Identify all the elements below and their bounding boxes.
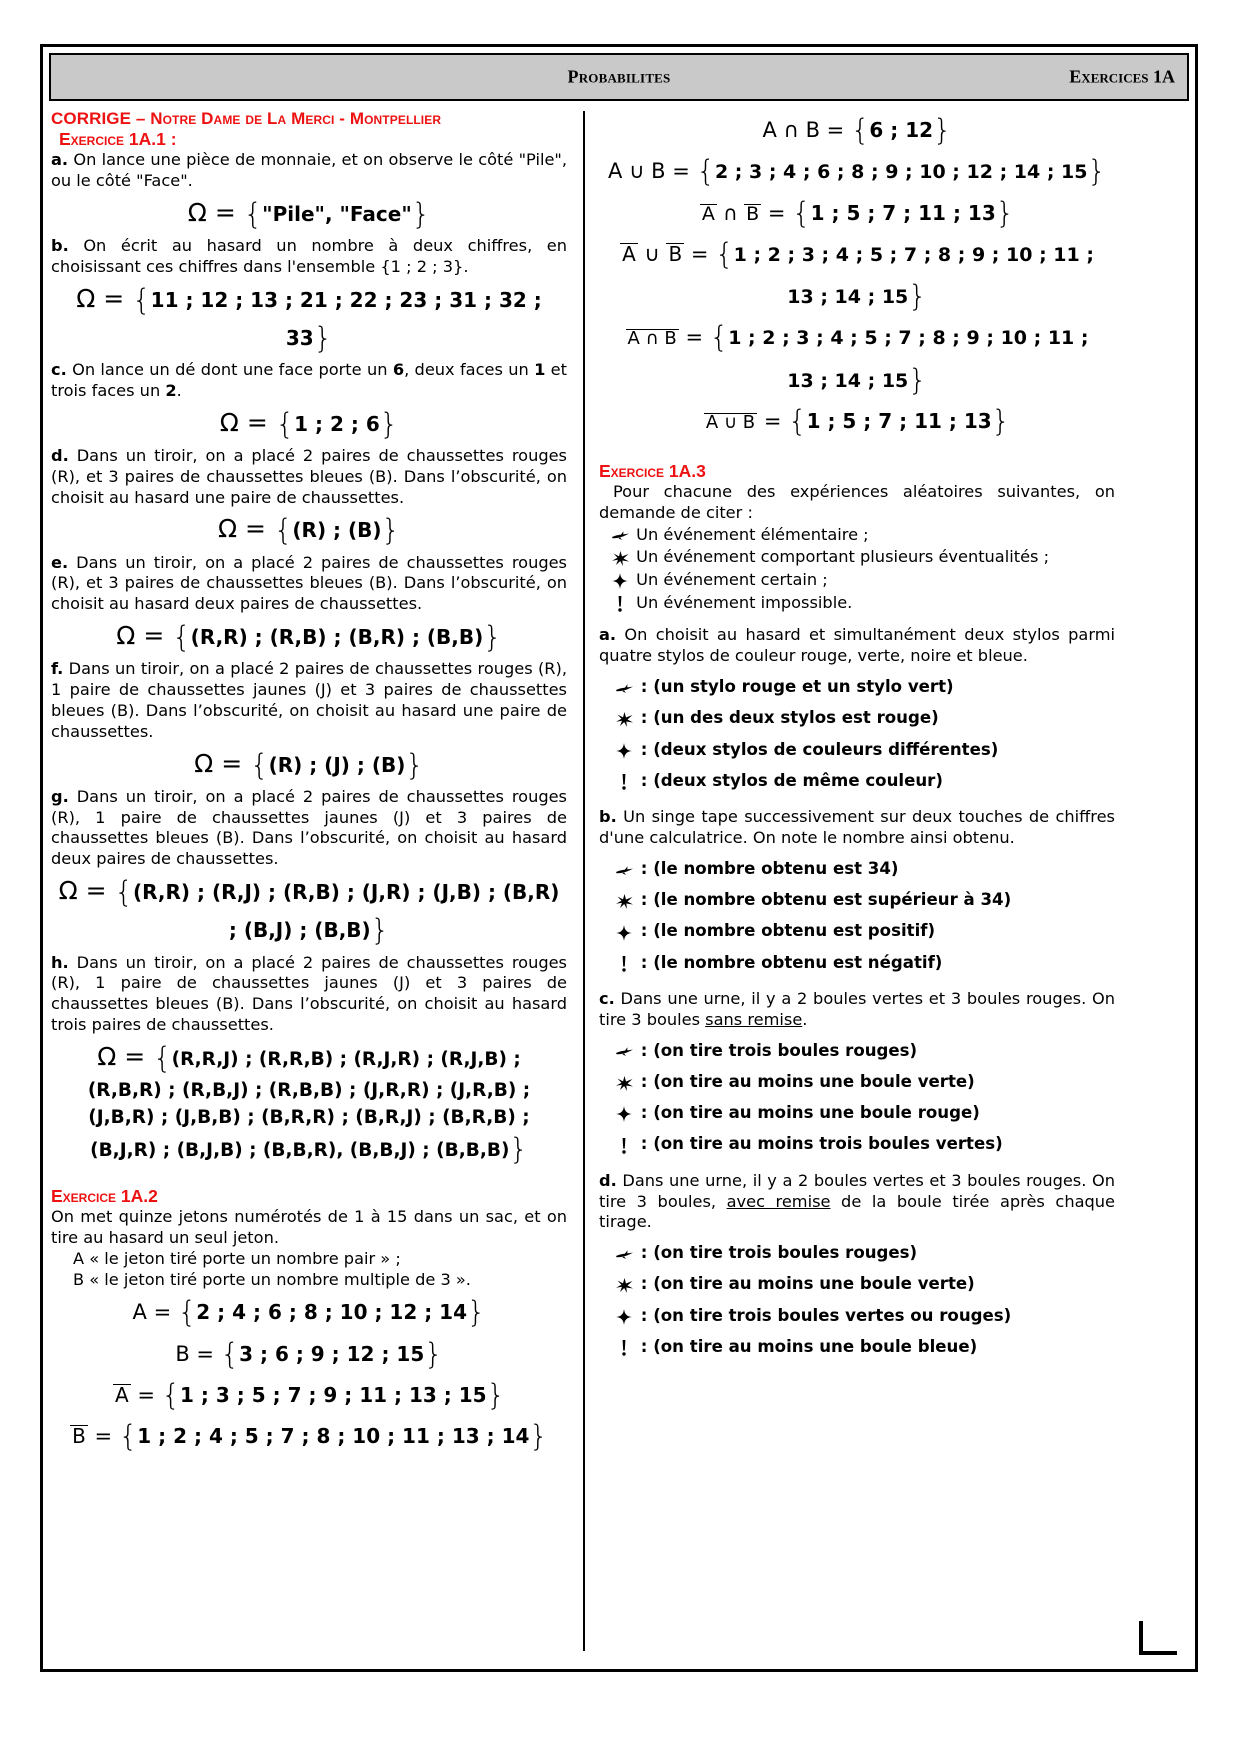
- set-a-complement: A = {1 ; 3 ; 5 ; 7 ; 9 ; 11 ; 13 ; 15}: [114, 1378, 506, 1413]
- question-c-text-2: , deux faces un: [404, 360, 535, 380]
- question-3c: [599, 989, 1115, 1031]
- bar-a-inter-b-body-2: 13 ; 14 ; 15: [787, 369, 909, 392]
- answer-h-body-4: (B,J,R) ; (B,J,B) ; (B,B,R), (B,B,J) ; (B,B,B): [90, 1139, 510, 1161]
- abar-union-bbar-op: ∪: [637, 241, 667, 266]
- label-f: f.: [51, 659, 64, 679]
- page-title: Probabilites: [567, 66, 671, 87]
- answer-c-set: Ω = {1 ; 2 ; 6}: [219, 406, 399, 441]
- question-g-text: Dans un tiroir, on a placé 2 paires de chaussettes rouges (R), 1 paire de chaussettes jaunes (J) et 3 paires de chaussettes bleues (B). Dans l’obscurité, on choisit au hasard deux paires de chaussettes.: [51, 786, 567, 869]
- bar-a-union-b: A ∪ B = {1 ; 5 ; 7 ; 11 ; 13}: [705, 403, 1011, 438]
- question-h-text: Dans un tiroir, on a placé 2 paires de chaussettes rouges (R), 1 paire de chaussettes jaunes (J) et 3 paires de chaussettes bleues (B). Dans l’obscurité, on choisit au hasard trois paires de chaussettes.: [51, 952, 567, 1035]
- abar-inter-bbar-body: 1 ; 5 ; 7 ; 11 ; 13: [810, 200, 996, 225]
- answer-item-label: : (le nombre obtenu est supérieur à 34): [640, 890, 1012, 910]
- answer-d-body: (R) ; (B): [292, 518, 382, 543]
- a-union-b: A ∪ B = {2 ; 3 ; 4 ; 6 ; 8 ; 9 ; 10 ; 12 ; 14 ; 15}: [608, 154, 1106, 189]
- event-a-definition: A « le jeton tiré porte un nombre pair » ;: [73, 1248, 401, 1268]
- legend-item-label: Un événement impossible.: [636, 592, 853, 612]
- abar-union-bbar-line2: 13 ; 14 ; 15}: [787, 279, 927, 314]
- legend-item: [599, 524, 1115, 547]
- answer-item-label: : (on tire trois boules rouges): [640, 1243, 918, 1263]
- exclamation-glyph: [613, 1337, 635, 1359]
- set-b-body: 3 ; 6 ; 9 ; 12 ; 15: [239, 1341, 425, 1366]
- set-b-lhs: B =: [175, 1341, 221, 1366]
- question-c: [51, 360, 567, 402]
- legend-item: [599, 592, 1115, 615]
- label-d: d.: [51, 445, 69, 465]
- answer-item-label: : (un stylo rouge et un stylo vert): [640, 677, 954, 697]
- question-3b-text: Un singe tape successivement sur deux touches de chiffres d'une calculatrice. On note le nombre ainsi obtenu.: [599, 807, 1115, 847]
- exclamation-glyph: [613, 1134, 635, 1156]
- bar-a-inter-b-body-1: 1 ; 2 ; 3 ; 4 ; 5 ; 7 ; 8 ; 9 ; 10 ; 11 ;: [728, 327, 1089, 350]
- legend-item: [599, 569, 1115, 592]
- answer-h-body-3: (J,B,R) ; (J,B,B) ; (B,R,R) ; (B,R,J) ; (B,R,B) ;: [88, 1106, 530, 1128]
- two-column-body: [51, 109, 1191, 1657]
- exercise-1a1-heading: Exercice 1A.1 :: [59, 129, 177, 149]
- bar-a-union-b-body: 1 ; 5 ; 7 ; 11 ; 13: [806, 408, 992, 433]
- star-glyph: [613, 739, 635, 761]
- abar-union-bbar-a: A: [622, 241, 636, 266]
- answer-item: [599, 739, 1115, 761]
- set-b: B = {3 ; 6 ; 9 ; 12 ; 15}: [175, 1336, 443, 1371]
- abar-inter-bbar-b: B: [746, 202, 760, 225]
- answer-f-body: (R) ; (J) ; (B): [268, 752, 406, 777]
- question-3a: [599, 625, 1115, 667]
- event-b-definition: B « le jeton tiré porte un nombre multiple de 3 ».: [73, 1269, 471, 1289]
- bar-a-inter-b-lhs: A ∩ B: [627, 328, 677, 350]
- set-a-complement-lhs: A: [114, 1383, 129, 1408]
- document-page: [40, 44, 1198, 1672]
- star-glyph: [609, 569, 631, 591]
- answer-c-body: 1 ; 2 ; 6: [294, 411, 380, 436]
- label-e: e.: [51, 552, 69, 572]
- question-b: [51, 236, 567, 278]
- bird-glyph: [609, 524, 631, 546]
- answer-e-set: Ω = {(R,R) ; (R,B) ; (B,R) ; (B,B)}: [116, 620, 502, 655]
- legend-item-label: Un événement élémentaire ;: [636, 524, 869, 544]
- answer-h-body-2: (R,B,R) ; (R,B,J) ; (R,B,B) ; (J,R,R) ; (J,R,B) ;: [87, 1080, 531, 1102]
- answer-item: [599, 676, 1115, 698]
- exercise-1a2-heading: Exercice 1A.2: [51, 1186, 158, 1207]
- corner-horizontal: [1139, 1651, 1177, 1655]
- answer-a-body: "Pile", "Face": [262, 201, 412, 226]
- answer-item: [599, 707, 1115, 729]
- answer-item: [599, 889, 1115, 911]
- set-b-complement-body: 1 ; 2 ; 4 ; 5 ; 7 ; 8 ; 10 ; 11 ; 13 ; 14: [137, 1424, 530, 1449]
- answer-item-label: : (le nombre obtenu est positif): [640, 921, 936, 941]
- answer-h-set-line3: [51, 1104, 567, 1130]
- answer-item-label: : (deux stylos de couleurs différentes): [640, 739, 999, 759]
- answer-item: [599, 1040, 1115, 1062]
- sparkle-glyph: [613, 708, 635, 730]
- answer-h-set-line1: Ω = {(R,R,J) ; (R,R,B) ; (R,J,R) ; (R,J,B) ;: [97, 1040, 521, 1075]
- question-3c-text-1: Dans une urne, il y a 2 boules vertes et 3 boules rouges. On tire 3 boules: [599, 988, 1115, 1029]
- star-glyph: [613, 1305, 635, 1327]
- a-union-b-body: 2 ; 3 ; 4 ; 6 ; 8 ; 9 ; 10 ; 12 ; 14 ; 15: [714, 161, 1088, 184]
- bar-a-inter-b-line2: 13 ; 14 ; 15}: [787, 362, 927, 397]
- sparkle-glyph: [609, 547, 631, 569]
- label-3a: a.: [599, 625, 617, 645]
- question-3c-underline: sans remise: [705, 1009, 803, 1029]
- sparkle-glyph: [613, 890, 635, 912]
- label-h: h.: [51, 952, 69, 972]
- question-3b: [599, 807, 1115, 849]
- question-a-text: On lance une pièce de monnaie, et on observe le côté "Pile", ou le côté "Face".: [51, 150, 567, 190]
- answer-item-label: : (le nombre obtenu est négatif): [640, 952, 943, 972]
- exercise-1a3-heading: Exercice 1A.3: [599, 461, 706, 482]
- bird-glyph: [613, 1243, 635, 1265]
- question-c-two: 2: [165, 380, 177, 400]
- label-c: c.: [51, 360, 67, 380]
- answer-item: [599, 1273, 1115, 1295]
- question-e: [51, 553, 567, 615]
- question-c-one: 1: [534, 360, 546, 380]
- question-3c-text-2: .: [802, 1009, 808, 1029]
- abar-union-bbar-body-2: 13 ; 14 ; 15: [787, 286, 909, 309]
- answer-h-set-line4: (B,J,R) ; (B,J,B) ; (B,B,R), (B,B,J) ; (B,B,B)}: [90, 1131, 528, 1166]
- answer-item: [599, 920, 1115, 942]
- legend-item: [599, 546, 1115, 569]
- exercise-1a3-intro: Pour chacune des expériences aléatoires suivantes, on demande de citer :: [599, 482, 1115, 522]
- abar-union-bbar-line1: A ∪ B = {1 ; 2 ; 3 ; 4 ; 5 ; 7 ; 8 ; 9 ; 10 ; 11 ;: [622, 236, 1094, 271]
- bird-glyph: [613, 677, 635, 699]
- abar-inter-bbar: A ∩ B = {1 ; 5 ; 7 ; 11 ; 13}: [701, 195, 1015, 230]
- answer-h-set-line2: [51, 1077, 567, 1103]
- question-f-text: Dans un tiroir, on a placé 2 paires de chaussettes rouges (R), 1 paire de chaussettes jaunes (J) et 3 paires de chaussettes bleues (B). Dans l’obscurité, on choisit au hasard une paire de chaussettes.: [51, 659, 567, 741]
- answer-item: [599, 1133, 1115, 1155]
- label-g: g.: [51, 786, 69, 806]
- answer-item: [599, 1102, 1115, 1124]
- answer-item: [599, 1336, 1115, 1358]
- question-f: [51, 659, 567, 742]
- question-g: [51, 787, 567, 870]
- question-h: [51, 953, 567, 1036]
- answer-item-label: : (on tire au moins trois boules vertes): [640, 1134, 1003, 1154]
- answer-item-label: : (on tire au moins une boule verte): [640, 1071, 975, 1091]
- question-3d-underline: avec remise: [726, 1191, 831, 1211]
- page-corner-mark: [1139, 1621, 1177, 1655]
- abar-inter-bbar-op: ∩: [716, 200, 745, 225]
- label-3c: c.: [599, 988, 615, 1008]
- set-a: A = {2 ; 4 ; 6 ; 8 ; 10 ; 12 ; 14}: [132, 1295, 486, 1330]
- exclamation-glyph: [609, 592, 631, 614]
- sparkle-glyph: [613, 1274, 635, 1296]
- set-b-complement-lhs: B: [72, 1424, 86, 1449]
- answer-b-body: 11 ; 12 ; 13 ; 21 ; 22 ; 23 ; 31 ; 32 ; 33: [150, 287, 542, 350]
- answer-item: [599, 1305, 1115, 1327]
- bar-a-inter-b-line1: A ∩ B = {1 ; 2 ; 3 ; 4 ; 5 ; 7 ; 8 ; 9 ; 10 ; 11 ;: [627, 320, 1089, 355]
- answer-d-set: Ω = {(R) ; (B)}: [218, 513, 400, 548]
- a-inter-b: A ∩ B = {6 ; 12}: [762, 113, 952, 147]
- column-divider: [583, 111, 585, 1651]
- question-b-text: On écrit au hasard un nombre à deux chiffres, en choisissant ces chiffres dans l'ensemble {1 ; 2 ; 3}.: [51, 235, 567, 276]
- a-union-b-lhs: A ∪ B =: [608, 159, 697, 184]
- question-c-text-4: .: [176, 380, 182, 400]
- corner-vertical: [1139, 1621, 1143, 1655]
- bar-a-union-b-lhs: A ∪ B: [705, 411, 756, 433]
- answer-item: [599, 1242, 1115, 1264]
- sparkle-glyph: [613, 1072, 635, 1094]
- legend-item-label: Un événement comportant plusieurs éventualités ;: [636, 547, 1050, 567]
- answer-a-set: Ω = {"Pile", "Face"}: [187, 196, 431, 231]
- bird-glyph: [613, 859, 635, 881]
- label-3d: d.: [599, 1170, 617, 1190]
- question-3d-text-1: Dans une urne, il y a 2 boules vertes et 3 boules rouges. On tire 3 boules,: [599, 1170, 1115, 1211]
- page-header-band: [49, 53, 1189, 101]
- question-d-text: Dans un tiroir, on a placé 2 paires de chaussettes rouges (R), et 3 paires de chaussettes bleues (B). Dans l’obscurité, on choisit au hasard une paire de chaussettes.: [51, 445, 567, 507]
- answer-item-label: : (le nombre obtenu est 34): [640, 858, 899, 878]
- bird-glyph: [613, 1040, 635, 1062]
- label-b: b.: [51, 235, 69, 255]
- abar-union-bbar-body-1: 1 ; 2 ; 3 ; 4 ; 5 ; 7 ; 8 ; 9 ; 10 ; 11 ;: [733, 243, 1094, 266]
- answer-h-body-1: (R,R,J) ; (R,R,B) ; (R,J,R) ; (R,J,B) ;: [171, 1048, 521, 1070]
- question-3d-text-2: de la boule tirée après chaque tirage.: [599, 1191, 1115, 1232]
- answer-item: [599, 770, 1115, 792]
- set-a-complement-body: 1 ; 3 ; 5 ; 7 ; 9 ; 11 ; 13 ; 15: [180, 1383, 487, 1408]
- answer-item-label: : (on tire trois boules rouges): [640, 1040, 918, 1060]
- question-e-text: Dans un tiroir, on a placé 2 paires de chaussettes rouges (R), et 3 paires de chaussettes bleues (B). Dans l’obscurité, on choisit au hasard deux paires de chaussettes.: [51, 552, 567, 614]
- legend-item-label: Un événement certain ;: [636, 570, 828, 590]
- answer-item: [599, 952, 1115, 974]
- label-3b: b.: [599, 807, 617, 827]
- question-c-text-3: et trois faces un: [51, 360, 567, 400]
- right-column: [595, 109, 1115, 1657]
- question-c-six: 6: [392, 360, 405, 380]
- answer-g-set-line2: ; (B,J) ; (B,B)}: [228, 913, 390, 948]
- set-a-lhs: A =: [132, 1300, 178, 1325]
- answer-item-label: : (deux stylos de même couleur): [640, 770, 943, 790]
- question-3a-text: On choisit au hasard et simultanément deux stylos parmi quatre stylos de couleur rouge, verte, noire et bleue.: [599, 625, 1115, 666]
- abar-inter-bbar-a: A: [701, 202, 715, 225]
- a-inter-b-lhs: A ∩ B =: [762, 118, 851, 142]
- abar-union-bbar-b: B: [668, 241, 683, 266]
- exclamation-glyph: [613, 771, 635, 793]
- answer-g-body-2: ; (B,J) ; (B,B): [228, 918, 371, 943]
- answer-item-label: : (on tire trois boules vertes ou rouges): [640, 1305, 1012, 1325]
- set-b-complement: B = {1 ; 2 ; 4 ; 5 ; 7 ; 8 ; 10 ; 11 ; 13 ; 14}: [72, 1419, 548, 1454]
- answer-g-set-line1: Ω = {(R,R) ; (R,J) ; (R,B) ; (J,R) ; (J,B) ; (B,R): [58, 875, 560, 910]
- answer-e-body: (R,R) ; (R,B) ; (B,R) ; (B,B): [190, 625, 484, 650]
- exclamation-glyph: [613, 952, 635, 974]
- corrige-heading: CORRIGE – Notre Dame de La Merci - Montpellier: [51, 109, 442, 128]
- answer-item-label: : (un des deux stylos est rouge): [640, 708, 939, 728]
- answer-item-label: : (on tire au moins une boule verte): [640, 1274, 975, 1294]
- answer-item: [599, 858, 1115, 880]
- answer-f-set: Ω = {(R) ; (J) ; (B)}: [194, 747, 424, 782]
- question-c-text-1: On lance un dé dont une face porte un: [66, 360, 393, 380]
- star-glyph: [613, 1103, 635, 1125]
- question-a: [51, 150, 567, 192]
- answer-g-body-1: (R,R) ; (R,J) ; (R,B) ; (J,R) ; (J,B) ; (B,R): [132, 880, 560, 905]
- set-a-body: 2 ; 4 ; 6 ; 8 ; 10 ; 12 ; 14: [196, 1300, 467, 1325]
- label-a: a.: [51, 150, 69, 169]
- star-glyph: [613, 921, 635, 943]
- left-column: [51, 109, 577, 1657]
- answer-item-label: : (on tire au moins une boule rouge): [640, 1103, 980, 1123]
- question-d: [51, 446, 567, 508]
- header-exercise-label: Exercices 1A: [1069, 66, 1175, 87]
- question-3d: [599, 1171, 1115, 1233]
- answer-item: [599, 1071, 1115, 1093]
- exercise-1a2-intro: On met quinze jetons numérotés de 1 à 15 dans un sac, et on tire au hasard un seul jeton.: [51, 1207, 567, 1248]
- answer-b-set: Ω = {11 ; 12 ; 13 ; 21 ; 22 ; 23 ; 31 ; 32 ; 33}: [76, 282, 542, 355]
- a-inter-b-body: 6 ; 12: [869, 118, 934, 142]
- answer-item-label: : (on tire au moins une boule bleue): [640, 1336, 978, 1356]
